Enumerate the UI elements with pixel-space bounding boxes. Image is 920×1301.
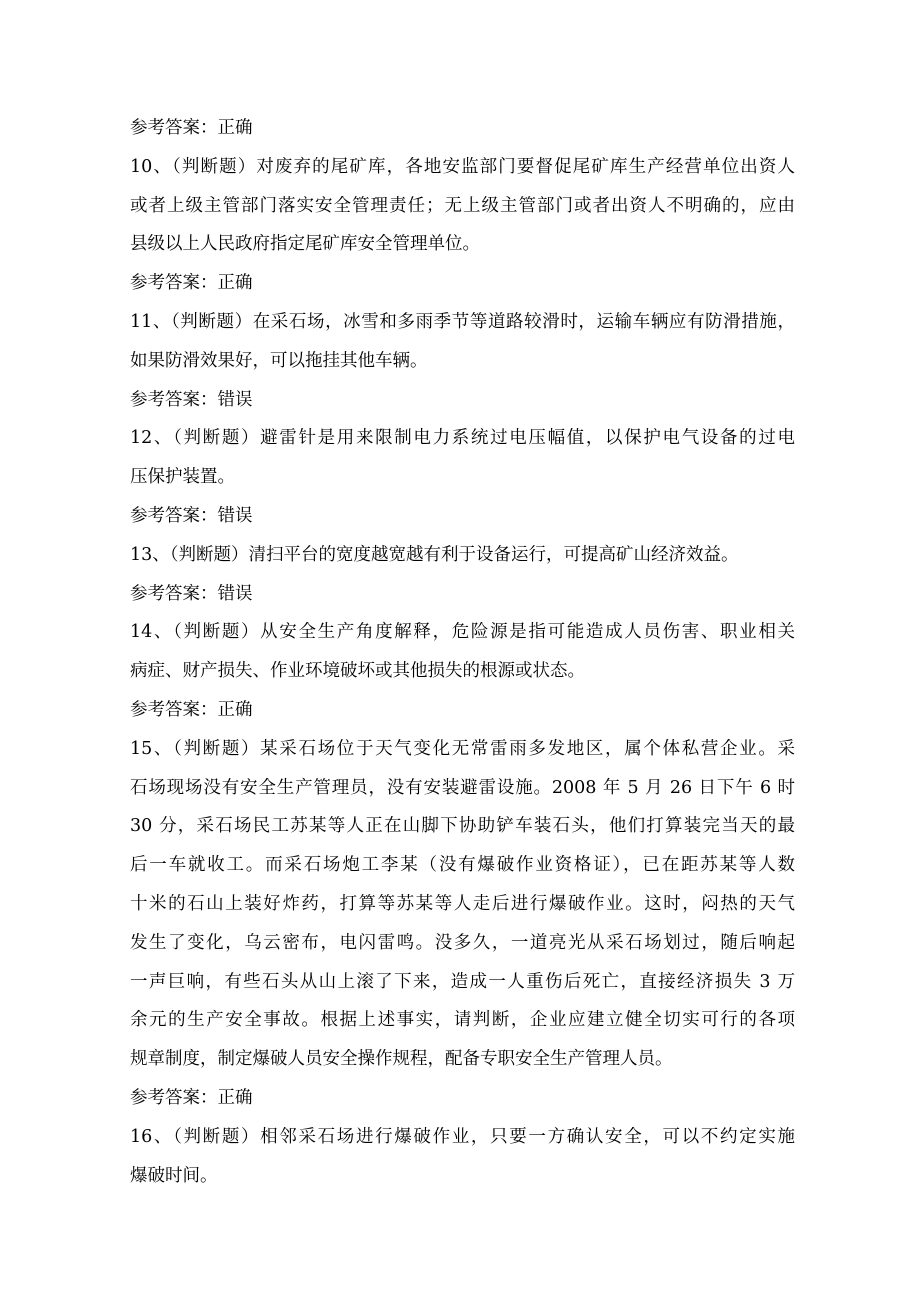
answer-text-line: 参考答案：正确	[130, 699, 253, 720]
question-text-line: 如果防滑效果好，可以拖挂其他车辆。	[130, 350, 428, 371]
question-paragraph	[130, 536, 795, 575]
question-text-line: 石场现场没有安全生产管理员，没有安装避雷设施。2008 年 5 月 26 日下午 6 时	[130, 777, 795, 798]
answer-paragraph	[130, 497, 795, 536]
question-text-line: 11、（判断题）在采石场，冰雪和多雨季节等道路较滑时，运输车辆应有防滑措施，	[130, 311, 795, 332]
question-text-line: 压保护装置。	[130, 467, 235, 488]
question-paragraph	[130, 419, 795, 497]
question-text-line: 发生了变化，乌云密布，电闪雷鸣。没多久，一道亮光从采石场划过，随后响起	[130, 932, 795, 953]
answer-text-line: 参考答案：错误	[130, 583, 253, 604]
question-text-line: 10、（判断题）对废弃的尾矿库，各地安监部门要督促尾矿库生产经营单位出资人	[130, 156, 795, 177]
answer-paragraph	[130, 691, 795, 730]
question-paragraph	[130, 613, 795, 691]
question-text-line: 后一车就收工。而采石场炮工李某（没有爆破作业资格证），已在距苏某等人数	[130, 855, 795, 876]
question-text-line: 规章制度，制定爆破人员安全操作规程，配备专职安全生产管理人员。	[130, 1049, 673, 1070]
question-text-line: 病症、财产损失、作业环境破坏或其他损失的根源或状态。	[130, 661, 585, 682]
question-text-line: 30 分，采石场民工苏某等人正在山脚下协助铲车装石头，他们打算装完当天的最	[130, 816, 795, 837]
question-text-line: 十米的石山上装好炸药，打算等苏某等人走后进行爆破作业。这时，闷热的天气	[130, 893, 795, 914]
question-text-line: 15、（判断题）某采石场位于天气变化无常雷雨多发地区，属个体私营企业。采	[130, 738, 795, 759]
question-paragraph	[130, 730, 795, 1079]
question-text-line: 12、（判断题）避雷针是用来限制电力系统过电压幅值，以保护电气设备的过电	[130, 428, 795, 449]
document-body	[130, 109, 795, 1195]
question-text-line: 13、（判断题）清扫平台的宽度越宽越有利于设备运行，可提高矿山经济效益。	[130, 544, 739, 565]
question-text-line: 余元的生产安全事故。根据上述事实，请判断，企业应建立健全切实可行的各项	[130, 1010, 795, 1031]
answer-text-line: 参考答案：正确	[130, 118, 253, 138]
answer-paragraph	[130, 264, 795, 303]
answer-paragraph	[130, 1079, 795, 1118]
question-text-line: 一声巨响，有些石头从山上滚了下来，造成一人重伤后死亡，直接经济损失 3 万	[130, 971, 795, 992]
question-text-line: 县级以上人民政府指定尾矿库安全管理单位。	[130, 234, 480, 255]
question-paragraph	[130, 303, 795, 381]
answer-paragraph	[130, 109, 795, 148]
answer-text-line: 参考答案：正确	[130, 1087, 253, 1108]
question-text-line: 16、（判断题）相邻采石场进行爆破作业，只要一方确认安全，可以不约定实施	[130, 1126, 795, 1147]
answer-text-line: 参考答案：错误	[130, 389, 253, 410]
question-text-line: 爆破时间。	[130, 1165, 218, 1186]
answer-text-line: 参考答案：正确	[130, 273, 253, 294]
question-text-line: 或者上级主管部门落实安全管理责任；无上级主管部门或者出资人不明确的，应由	[130, 195, 795, 216]
question-paragraph	[130, 148, 795, 264]
answer-paragraph	[130, 575, 795, 614]
answer-text-line: 参考答案：错误	[130, 505, 253, 526]
answer-paragraph	[130, 381, 795, 420]
question-paragraph	[130, 1118, 795, 1196]
question-text-line: 14、（判断题）从安全生产角度解释，危险源是指可能造成人员伤害、职业相关	[130, 622, 795, 643]
